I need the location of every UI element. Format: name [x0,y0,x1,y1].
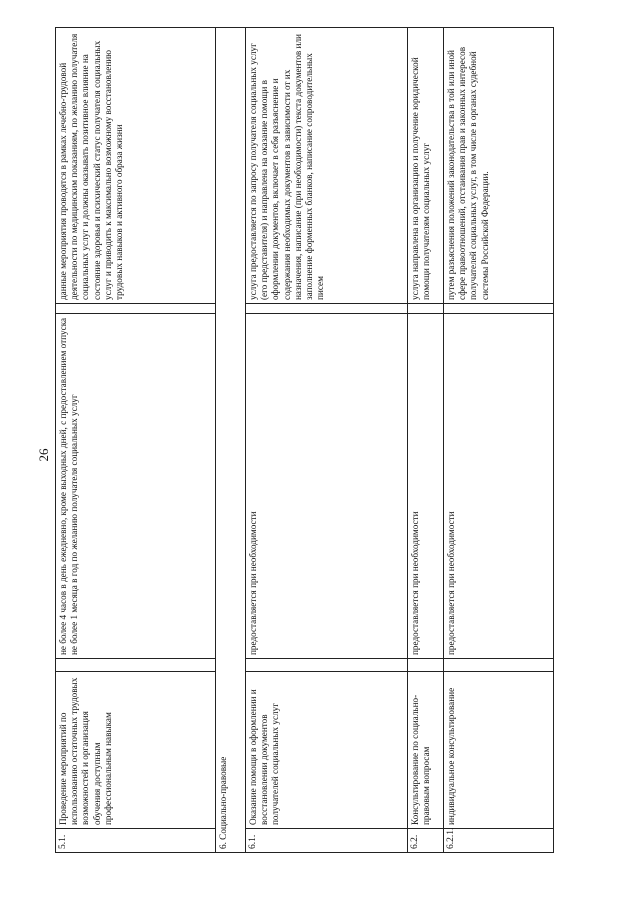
service-name: индивидуальное консультирование [444,672,554,829]
page-number: 26 [36,448,51,462]
blank-cell [56,304,216,314]
blank-cell [444,304,554,314]
row-number: 6.2. [408,829,444,853]
service-term: не более 4 часов в день ежедневно, кроме выходных дней, с предоставлением отпуска не более 1 месяца в год по желанию получателя социальных услуг [56,314,216,659]
services-table [55,27,554,853]
table-row [408,28,444,853]
table-row [246,28,408,853]
blank-cell [408,659,444,672]
service-condition: услуга направлена на организацию и получение юридической помощи получателям социальных услуг [408,28,444,304]
blank-cell [408,304,444,314]
blank-cell [246,659,408,672]
service-condition: данные мероприятия проводятся в рамках лечебно-трудовой деятельности по медицинским показаниям, по желанию получателя социальных услуг и должны оказывать позитивное влияние на состояние здоровья и психический статус получателя социальных услуг и приводить к максимально возможному восстановлению трудовых навыков и активного образа жизни [56,28,216,304]
row-number: 6.2.1. [444,829,554,853]
row-number: 6.1. [246,829,408,853]
table-row [444,28,554,853]
service-condition: путем разъяснения положений законодательства в той или иной сфере правоотношений, отстаивания прав и законных интересов получателей социальных услуг, в том числе в органах судебной системы Российской Федерации. [444,28,554,304]
service-name: Консультирование по социально-правовым вопросам [408,672,444,829]
service-term: предоставляется при необходимости [246,314,408,659]
service-condition: услуга предоставляется по запросу получателя социальных услуг (его представителя) и направлена на оказание помощи в оформлении документов, включает в себя разъяснение и содержания необходимых документов в зависимости от их назначения, написание (при необходимости) текста документов или заполнение форменных бланков, написание сопроводительных писем [246,28,408,304]
service-name: Оказание помощи в оформлении и восстановлении документов получателей социальных услуг [246,672,408,829]
blank-cell [56,659,216,672]
service-term: предоставляется при необходимости [444,314,554,659]
service-name: Проведение мероприятий по использованию остаточных трудовых возможностей и организация обучения доступным профессиональным навыкам [56,672,216,829]
section-row [216,28,246,853]
service-term: предоставляется при необходимости [408,314,444,659]
row-number: 5.1. [56,829,216,853]
blank-cell [246,304,408,314]
blank-cell [444,659,554,672]
table-row [56,28,216,853]
section-title: 6. Социально-правовые [216,28,246,853]
